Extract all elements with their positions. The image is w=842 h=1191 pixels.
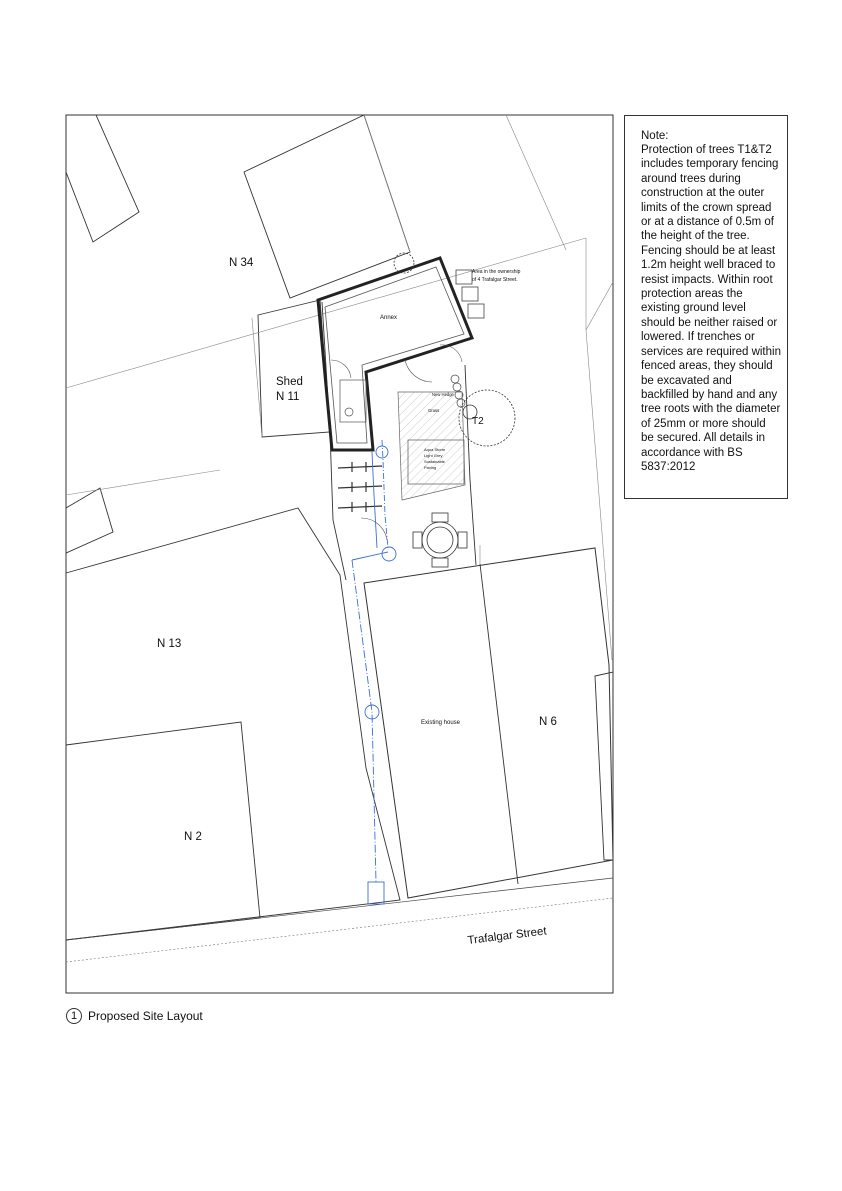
site-fence-west [322, 302, 346, 580]
building-nw [66, 115, 139, 242]
label-n34: N 34 [229, 257, 254, 269]
door-swing-icon [331, 360, 351, 378]
label-paving-line1: Aqua Storm [424, 447, 446, 452]
label-paving-line3: Sustainable [424, 459, 445, 464]
annex-bathroom [340, 380, 366, 422]
label-n6: N 6 [539, 716, 557, 728]
building-n34-annex [244, 115, 410, 298]
caption-text: Proposed Site Layout [88, 1009, 203, 1023]
label-grass: Grass [428, 408, 440, 413]
door-swing-icon-2 [405, 360, 432, 382]
label-n11: N 11 [276, 391, 300, 403]
label-ownership-line2: of 4 Trafalgar Street. [472, 277, 518, 283]
label-n2: N 2 [184, 831, 202, 843]
label-tree-t2: T2 [472, 416, 484, 427]
label-n13: N 13 [157, 638, 182, 650]
wc-icon [345, 408, 353, 416]
caption-number: 1 [66, 1008, 82, 1024]
label-shed: Shed [276, 376, 303, 388]
cycle-stands [338, 462, 382, 512]
drawing-frame [66, 115, 613, 993]
note-panel [624, 115, 788, 499]
drawing-caption [66, 1006, 203, 1026]
note-body: Protection of trees T1&T2 includes temporary fencing around trees during construction at the outer limits of the crown spread or at a distance of 0.5m of the height of the tree. Fencing should be at least 1.2m height well braced to resist impacts. Within root protection areas the existing ground level should be neither raised or lowered. If trenches or services are required within fenced areas, they should be excavated and backfilled by hand and any tree roots with the diameter of 25mm or more should be secured. All details in accordance with BS 5837:2012 [641, 144, 781, 473]
label-existing-house: Existing house [421, 720, 461, 726]
label-paving-line4: Paving [424, 465, 437, 470]
building-existing-house [364, 548, 613, 898]
building-n2 [66, 722, 260, 940]
label-street: Trafalgar Street [466, 925, 548, 947]
label-annex: Annex [380, 315, 398, 321]
label-new-hedge: New Hedge [432, 392, 454, 397]
label-paving-line2: Light Grey [424, 453, 443, 458]
building-east-edge [595, 672, 613, 860]
drainage-run [352, 440, 396, 904]
patio-set-icon [413, 513, 467, 567]
plot-boundaries [66, 115, 613, 660]
party-wall [480, 564, 518, 884]
building-n13 [66, 508, 400, 940]
label-ownership-line1: Area in the ownership [472, 269, 521, 275]
building-small-west [66, 488, 113, 553]
gate-swing-icon [361, 518, 387, 540]
note-title: Note: [641, 130, 669, 142]
